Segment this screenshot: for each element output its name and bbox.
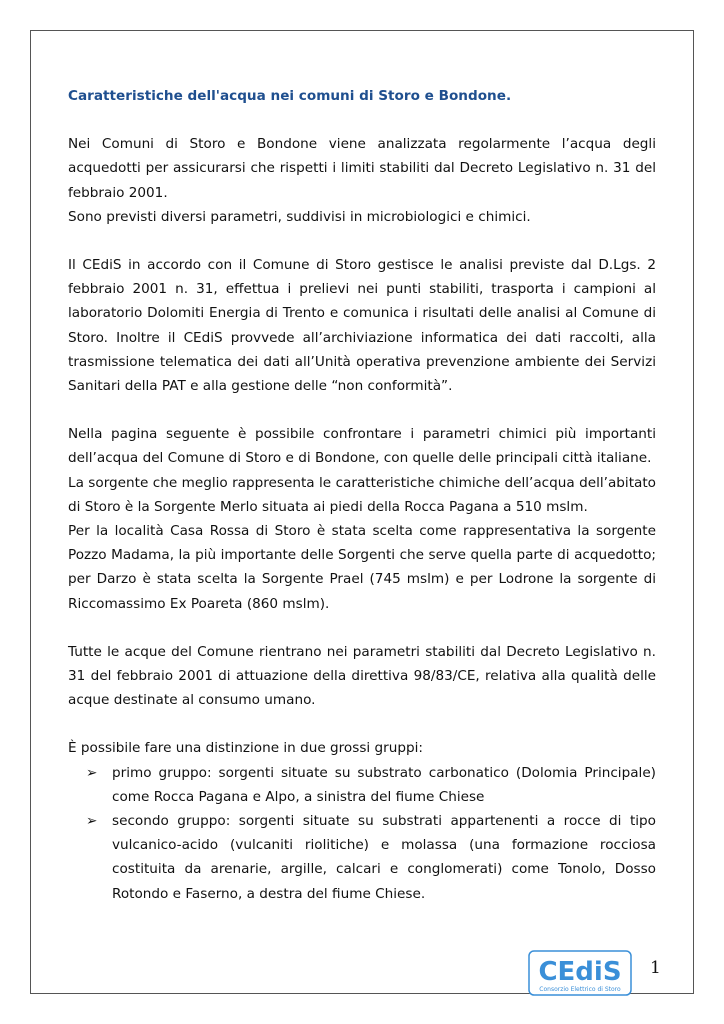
paragraph: Sono previsti diversi parametri, suddivisi in microbiologici e chimici. (68, 208, 531, 225)
paragraph: La sorgente che meglio rappresenta le caratteristiche chimiche dell’acqua dell’abitato di Storo è la Sorgente Merlo situata ai piedi della Rocca Pagana a 510 mslm. (68, 474, 656, 515)
document-title: Caratteristiche dell'acqua nei comuni di Storo e Bondone. (68, 88, 512, 104)
page-number: 1 (650, 958, 661, 978)
arrow-bullet-icon: ➢ (86, 764, 98, 781)
paragraph: Il CEdiS in accordo con il Comune di Storo gestisce le analisi previste dal D.Lgs. 2 febbraio 2001 n. 31, effettua i prelievi nei punti stabiliti, trasporta i campioni al laboratorio Dolomiti Energia di Trento e comunica i risultati delle analisi al Comune di Storo. Inoltre il CEdiS provvede all’archiviazione informatica dei dati raccolti, alla trasmissione telematica dei dati all’Unità operativa prevenzione ambiente dei Servizi Sanitari della PAT e alla gestione delle “non conformità”. (68, 257, 656, 395)
list-item (68, 809, 656, 906)
paragraph: Tutte le acque del Comune rientrano nei parametri stabiliti dal Decreto Legislativo n. 31 del febbraio 2001 di attuazione della direttiva 98/83/CE, relativa alla qualità delle acque destinate al consumo umano. (68, 643, 656, 709)
bullet-list (68, 761, 656, 906)
logo-subtitle: Consorzio Elettrico di Storo (539, 986, 621, 993)
document-body (68, 84, 656, 906)
list-item (68, 761, 656, 809)
paragraph: Per la località Casa Rossa di Storo è stata scelta come rappresentativa la sorgente Pozzo Madama, la più importante delle Sorgenti che serve quella parte di acquedotto; per Darzo è stata scelta la Sorgente Prael (745 mslm) e per Lodrone la sorgente di Riccomassimo Ex Poareta (860 mslm). (68, 523, 656, 612)
cedis-logo (528, 950, 632, 996)
paragraph: Nei Comuni di Storo e Bondone viene analizzata regolarmente l’acqua degli acquedotti per assicurarsi che rispetti i limiti stabiliti dal Decreto Legislativo n. 31 del febbraio 2001. (68, 136, 656, 201)
paragraph: Nella pagina seguente è possibile confrontare i parametri chimici più importanti dell’acqua del Comune di Storo e di Bondone, con quelle delle principali città italiane. (68, 426, 656, 467)
paragraph: È possibile fare una distinzione in due grossi gruppi: (68, 740, 423, 757)
list-item-text: secondo gruppo: sorgenti situate su substrati appartenenti a rocce di tipo vulcanico-acido (vulcaniti riolitiche) e molassa (una formazione rocciosa costituita da arenarie, argille, calcari e conglomerati) come Tonolo, Dosso Rotondo e Faserno, a destra del fiume Chiese. (112, 813, 656, 902)
logo-text: CEdiS (538, 957, 622, 987)
arrow-bullet-icon: ➢ (86, 813, 98, 830)
list-item-text: primo gruppo: sorgenti situate su substrato carbonatico (Dolomia Principale) come Rocca Pagana e Alpo, a sinistra del fiume Chiese (112, 764, 656, 805)
